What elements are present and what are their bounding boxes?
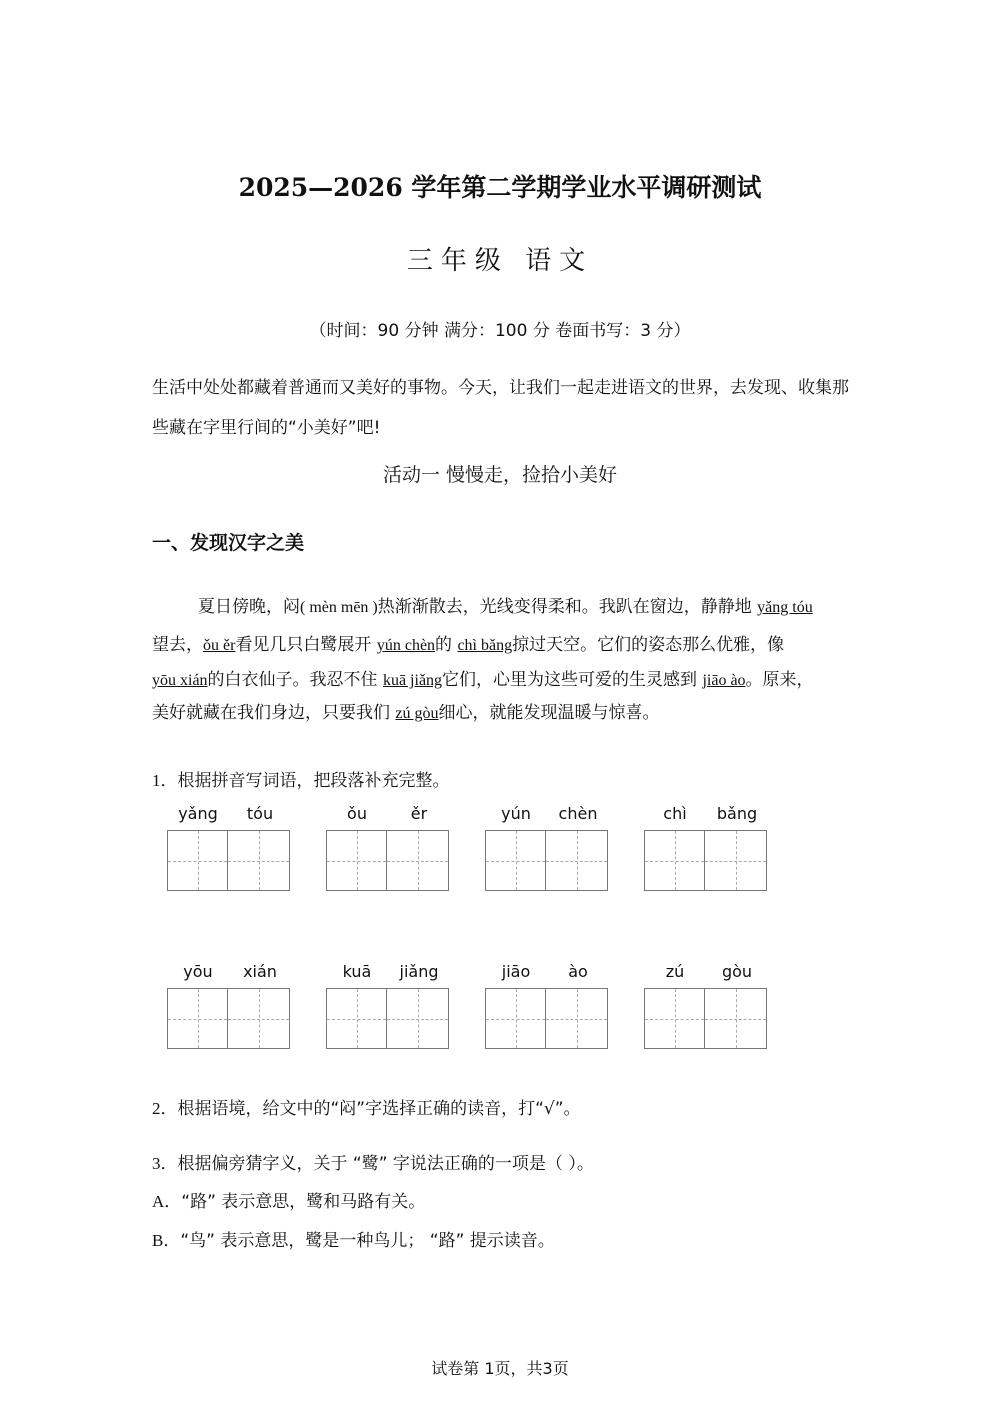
passage-line-2 (152, 625, 852, 665)
answer-grid (167, 804, 293, 891)
question-text: 根据语境，给文中的“闷”字选择正确的读音，打“√”。 (177, 1099, 581, 1119)
grid-pinyin: bǎng (716, 804, 758, 823)
writing-cell[interactable] (485, 830, 546, 891)
answer-grid (644, 962, 770, 1049)
writing-cell[interactable] (705, 988, 767, 1049)
passage-line-4 (152, 698, 852, 731)
passage-text: 热渐渐散去，光线变得柔和。我趴在窗边，静静地 (377, 597, 752, 617)
grid-pinyin: yǎng (178, 804, 218, 823)
section-heading: 一、发现汉字之美 (152, 532, 305, 554)
intro-paragraph: 生活中处处都藏着普通而又美好的事物。今天，让我们一起走进语文的世界，去发现、收集那些藏在字里行间的“小美好”吧! (152, 378, 849, 438)
option-b[interactable] (152, 1226, 555, 1251)
writing-cell[interactable] (167, 988, 228, 1049)
exam-subtitle: 三年级 语文 (406, 246, 594, 276)
question-3 (152, 1149, 594, 1174)
question-2 (152, 1094, 581, 1119)
answer-grid (485, 804, 611, 891)
option-a[interactable] (152, 1187, 425, 1212)
grid-pinyin: tóu (246, 804, 274, 823)
grid-pinyin: gòu (721, 962, 753, 981)
writing-cell[interactable] (167, 830, 228, 891)
answer-grid (326, 804, 452, 891)
option-label: A． (152, 1192, 182, 1211)
passage-text: 细心，就能发现温暖与惊喜。 (438, 703, 660, 723)
passage-text: 它们，心里为这些可爱的生灵感到 (442, 670, 698, 690)
pinyin-blank: chì bǎng (457, 637, 513, 654)
passage (152, 592, 852, 731)
answer-grid (167, 962, 293, 1049)
pinyin-blank: ǒu ěr (203, 637, 236, 654)
grid-pinyin: ǒu (347, 804, 367, 823)
pinyin-blank: yōu xián (152, 672, 208, 689)
question-text: 根据拼音写词语，把段落补充完整。 (177, 771, 450, 791)
pinyin-blank: yún chèn (376, 637, 436, 654)
answer-grid (326, 962, 452, 1049)
writing-cell[interactable] (387, 830, 449, 891)
grid-pinyin: chèn (558, 804, 598, 823)
passage-text: 的 (435, 635, 453, 655)
grid-pinyin: kuā (342, 962, 372, 981)
grid-pinyin: ěr (410, 804, 428, 823)
grid-pinyin: ào (568, 962, 588, 981)
grid-pinyin: xián (243, 962, 277, 981)
grid-pinyin: chì (663, 804, 687, 823)
writing-cell[interactable] (644, 988, 705, 1049)
passage-text: 看见几只白鹭展开 (235, 635, 372, 655)
pinyin-blank: jiāo ào (702, 672, 746, 689)
grid-pinyin: yōu (183, 962, 213, 981)
passage-text: 的白衣仙子。我忍不住 (207, 670, 378, 690)
pinyin-blank: zú gòu (395, 705, 439, 722)
question-number: 1． (152, 771, 178, 790)
pinyin-blank: yǎng tóu (757, 599, 813, 616)
passage-line-3 (152, 665, 852, 698)
writing-cell[interactable] (644, 830, 705, 891)
writing-cell[interactable] (546, 988, 608, 1049)
writing-cell[interactable] (326, 830, 387, 891)
activity-heading: 活动一 慢慢走，捡拾小美好 (382, 464, 618, 486)
exam-info: （时间：90 分钟 满分：100 分 卷面书写：3 分） (309, 321, 691, 341)
question-number: 3． (152, 1154, 178, 1173)
writing-cell[interactable] (228, 830, 290, 891)
answer-grid (485, 962, 611, 1049)
writing-cell[interactable] (228, 988, 290, 1049)
passage-text: 美好就藏在我们身边，只要我们 (152, 703, 390, 723)
grid-pinyin: zú (665, 962, 685, 981)
grid-pinyin: jiāo (501, 962, 531, 981)
question-text: 根据偏旁猜字义，关于 “鹭” 字说法正确的一项是（ ）。 (177, 1154, 594, 1174)
passage-text: 夏日傍晚， (198, 597, 283, 617)
pinyin-blank: kuā jiǎng (382, 672, 443, 689)
passage-text: 。原来， (745, 670, 814, 690)
question-number: 2． (152, 1099, 178, 1118)
option-text: “鸟” 表示意思，鹭是一种鸟儿； “路” 提示读音。 (180, 1231, 555, 1251)
option-label: B． (152, 1231, 181, 1250)
passage-text: 掠过天空。它们的姿态那么优雅，像 (512, 635, 785, 655)
writing-cell[interactable] (326, 988, 387, 1049)
page-footer: 试卷第 1页，共3页 (431, 1359, 569, 1378)
passage-line-1 (152, 592, 852, 625)
reading-options: ( mèn mēn ) (300, 599, 378, 616)
writing-cell[interactable] (485, 988, 546, 1049)
question-1 (152, 766, 450, 791)
option-text: “路” 表示意思，鹭和马路有关。 (181, 1192, 426, 1212)
exam-title: 2025—2026 学年第二学期学业水平调研测试 (238, 173, 762, 202)
writing-cell[interactable] (705, 830, 767, 891)
grid-pinyin: jiǎng (399, 962, 439, 981)
passage-text: 闷 (283, 597, 300, 617)
writing-cell[interactable] (387, 988, 449, 1049)
answer-grid (644, 804, 770, 891)
writing-cell[interactable] (546, 830, 608, 891)
grid-pinyin: yún (501, 804, 531, 823)
passage-text: 望去， (152, 635, 203, 655)
